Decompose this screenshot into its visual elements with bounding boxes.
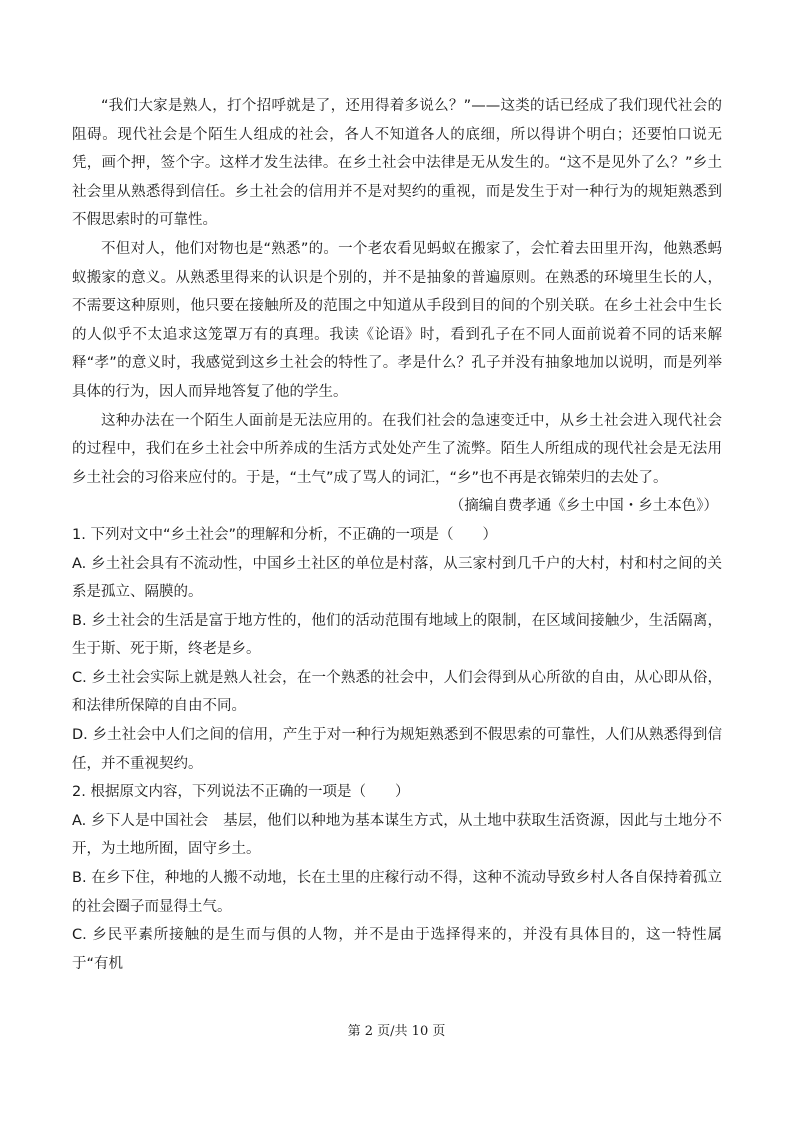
question-1-option-d: D. 乡土社会中人们之间的信用，产生于对一种行为规矩熟悉到不假思索的可靠性，人们从熟悉得到信任，并不重视契约。 — [72, 727, 722, 772]
page-footer — [0, 1022, 793, 1042]
page-number: 第 2 页/共 10 页 — [347, 1024, 446, 1039]
reading-passage — [72, 92, 722, 521]
question-2-option-c: C. 乡民平素所接触的是生而与俱的人物，并不是由于选择得来的，并没有具体目的，这一特性属于“有机 — [72, 927, 722, 972]
page-content — [72, 92, 722, 978]
question-2-option-a: A. 乡下人是中国社会 基层，他们以种地为基本谋生方式，从土地中获取生活资源，因此与土地分不开，为土地所囿，固守乡土。 — [72, 812, 722, 858]
passage-paragraph-3: 这种办法在一个陌生人面前是无法应用的。在我们社会的急速变迁中，从乡土社会进入现代社会的过程中，我们在乡土社会中所养成的生活方式处处产生了流弊。陌生人所组成的现代社会是无法用乡土社会的习俗来应付的。于是，“土气”成了骂人的词汇，“乡”也不再是衣锦荣归的去处了。 — [72, 412, 722, 486]
question-1-option-c: C. 乡土社会实际上就是熟人社会，在一个熟悉的社会中，人们会得到从心所欲的自由，从心即从俗，和法律所保障的自由不同。 — [72, 669, 722, 715]
question-1-stem: 1. 下列对文中“乡土社会”的理解和分析，不正确的一项是（ ） — [72, 526, 497, 543]
question-1 — [72, 521, 722, 778]
passage-paragraph-1: “我们大家是熟人，打个招呼就是了，还用得着多说么？”——这类的话已经成了我们现代社会的阻碍。现代社会是个陌生人组成的社会，各人不知道各人的底细，所以得讲个明白；还要怕口说无凭，画个押，签个字。这样才发生法律。在乡土社会中法律是无从发生的。“这不是见外了么？”乡土社会里从熟悉得到信任。乡土社会的信用并不是对契约的重视，而是发生于对一种行为的规矩熟悉到不假思索时的可靠性。 — [72, 98, 722, 229]
question-1-option-b: B. 乡土社会的生活是富于地方性的，他们的活动范围有地域上的限制，在区域间接触少，生活隔离，生于斯、死于斯，终老是乡。 — [72, 612, 722, 658]
passage-source: （摘编自费孝通《乡土中国・乡土本色》） — [449, 498, 718, 515]
question-2-option-b: B. 在乡下住，种地的人搬不动地，长在土里的庄稼行动不得，这种不流动导致乡村人各自保持着孤立的社会圈子而显得土气。 — [72, 870, 722, 915]
passage-paragraph-2: 不但对人，他们对物也是“熟悉”的。一个老农看见蚂蚁在搬家了，会忙着去田里开沟，他熟悉蚂蚁搬家的意义。从熟悉里得来的认识是个别的，并不是抽象的普遍原则。在熟悉的环境里生长的人，不需要这种原则，他只要在接触所及的范围之中知道从手段到目的间的个别关联。在乡土社会中生长的人似乎不太追求这笼罩万有的真理。我读《论语》时，看到孔子在不同人面前说着不同的话来解释“孝”的意义时，我感觉到这乡土社会的特性了。孝是什么？孔子并没有抽象地加以说明，而是列举具体的行为，因人而异地答复了他的学生。 — [72, 240, 722, 400]
question-1-option-a: A. 乡土社会具有不流动性，中国乡土社区的单位是村落，从三家村到几千户的大村，村和村之间的关系是孤立、隔膜的。 — [72, 555, 722, 601]
question-2 — [72, 778, 722, 978]
question-2-stem: 2. 根据原文内容，下列说法不正确的一项是（ ） — [72, 784, 410, 801]
